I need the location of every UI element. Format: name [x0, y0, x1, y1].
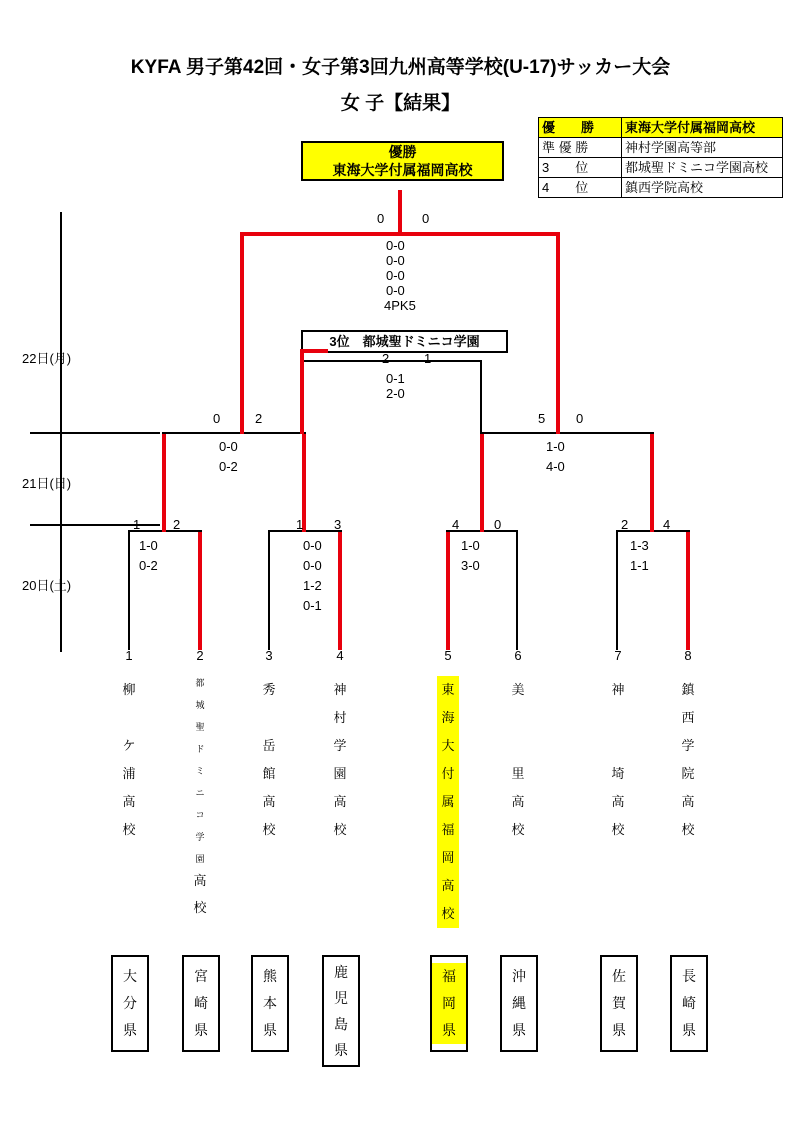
qf3-score-right: 0: [494, 517, 502, 532]
prefecture-char: 県: [263, 1022, 277, 1038]
final-score-right: 0: [422, 211, 430, 226]
sf1-score-left: 0: [213, 411, 221, 426]
team-char: 神: [611, 682, 625, 697]
page-title-line1: KYFA 男子第42回・女子第3回九州高等学校(U-17)サッカー大会: [130, 57, 671, 78]
prefecture-char: 熊: [263, 968, 277, 984]
results-table: [538, 117, 783, 198]
table-row: [539, 158, 783, 178]
qf2-score-left: 1: [296, 517, 304, 532]
team-char: 園: [333, 766, 347, 781]
date-label-22: 22日(月): [22, 351, 72, 366]
qf1-score-right: 2: [173, 517, 181, 532]
team-char: 館: [262, 766, 276, 781]
prefecture-char: 県: [612, 1022, 626, 1038]
date-label-20: 20日(土): [22, 578, 72, 593]
sf2-detail-2: 4-0: [546, 459, 565, 474]
team-char: 校: [193, 900, 207, 915]
prefecture-char: 島: [334, 1016, 348, 1032]
team-char: [607, 732, 629, 760]
team-char: 東: [437, 676, 459, 704]
qf4-score-left: 2: [621, 517, 629, 532]
team-char: [118, 704, 140, 732]
bracket-stem-1: [128, 530, 130, 650]
team-char: 園: [195, 854, 205, 864]
team-char: ケ: [122, 738, 136, 753]
prefecture-box-3: [251, 955, 289, 1052]
prefecture-char: 沖: [512, 968, 526, 984]
team-char: 校: [122, 822, 136, 837]
qf4-detail-1: 1-3: [630, 538, 649, 553]
team-char: 高: [193, 873, 207, 888]
third-detail-2: 2-0: [386, 386, 405, 401]
result-rank: 優 勝: [539, 118, 622, 138]
team-char: 高: [611, 794, 625, 809]
qf1-detail-2: 0-2: [139, 558, 158, 573]
qf4-score-right: 4: [663, 517, 671, 532]
date-divider-21-20: [30, 524, 160, 526]
team-char: 福: [437, 816, 459, 844]
team-char: 岳: [262, 738, 276, 753]
sf1-score-right: 2: [255, 411, 263, 426]
sf1-detail-2: 0-2: [219, 459, 238, 474]
team-char: ド: [195, 744, 205, 754]
bracket-riser-qf3-winner: [480, 432, 484, 532]
prefecture-char: 県: [432, 1017, 466, 1044]
third-place-winner-top: [300, 349, 328, 353]
final-detail-4: 0-0: [386, 283, 405, 298]
prefecture-char: 県: [123, 1022, 137, 1038]
team-name-7: [607, 676, 629, 844]
qf2-detail-1: 0-0: [303, 538, 322, 553]
prefecture-box-1: [111, 955, 149, 1052]
team-name-4: [329, 676, 351, 844]
team-char: 学: [195, 832, 205, 842]
team-char: 西: [681, 710, 695, 725]
prefecture-box-7: [600, 955, 638, 1052]
prefecture-box-6: [500, 955, 538, 1052]
third-place-right-stem: [480, 360, 482, 432]
team-char: 浦: [122, 766, 136, 781]
prefecture-char: 宮: [194, 968, 208, 984]
qf1-detail-1: 1-0: [139, 538, 158, 553]
team-char: 院: [681, 766, 695, 781]
third-score-left: 2: [382, 351, 390, 366]
seed-number-2: 2: [196, 648, 204, 663]
team-char: 岡: [437, 844, 459, 872]
team-char: 属: [437, 788, 459, 816]
team-name-3: [258, 676, 280, 844]
team-char: 聖: [195, 722, 205, 732]
team-char: [507, 732, 529, 760]
seed-number-5: 5: [444, 648, 452, 663]
bracket-join-sf1: [162, 432, 306, 434]
bracket-stem-3: [268, 530, 270, 650]
prefecture-char: 大: [123, 968, 137, 984]
prefecture-char: 縄: [512, 995, 526, 1011]
team-char: 学: [681, 738, 695, 753]
result-team: 都城聖ドミニコ学園高校: [622, 158, 783, 178]
team-char: ミ: [195, 766, 205, 776]
qf3-detail-2: 3-0: [461, 558, 480, 573]
prefecture-char: 岡: [432, 990, 466, 1017]
bracket-stem-2-winner: [198, 530, 202, 650]
prefecture-char: 児: [334, 990, 348, 1006]
prefecture-char: 分: [123, 995, 137, 1011]
team-char: 校: [333, 822, 347, 837]
team-char: 校: [611, 822, 625, 837]
sf1-detail-1: 0-0: [219, 439, 238, 454]
result-team: 神村学園高等部: [622, 138, 783, 158]
qf3-detail-1: 1-0: [461, 538, 480, 553]
team-char: 秀: [262, 682, 276, 697]
qf3-score-left: 4: [452, 517, 460, 532]
final-detail-3: 0-0: [386, 268, 405, 283]
team-char: 村: [333, 710, 347, 725]
team-char: 柳: [122, 682, 136, 697]
champion-box: [301, 141, 504, 181]
sf2-detail-1: 1-0: [546, 439, 565, 454]
team-char: 高: [511, 794, 525, 809]
prefecture-box-8: [670, 955, 708, 1052]
bracket-riser-qf4-winner: [650, 432, 654, 532]
team-char: 付: [437, 760, 459, 788]
qf1-score-left: 1: [133, 517, 141, 532]
prefecture-char: 崎: [194, 995, 208, 1011]
bracket-riser-sf2-winner: [556, 232, 560, 434]
page-title-line2: 女 子【結果】: [340, 93, 461, 114]
prefecture-char: 県: [194, 1022, 208, 1038]
bracket-stem-4-winner: [338, 530, 342, 650]
bracket-stem-6: [516, 530, 518, 650]
team-name-8: [677, 676, 699, 844]
team-char: 鎮: [681, 682, 695, 697]
team-char: ニ: [195, 788, 205, 798]
bracket-stem-5-winner: [446, 530, 450, 650]
team-char: 埼: [611, 766, 625, 781]
result-rank: 3 位: [539, 158, 622, 178]
team-name-2: [189, 672, 211, 924]
prefecture-box-5: [430, 955, 468, 1052]
prefecture-box-4: [322, 955, 360, 1067]
seed-number-1: 1: [125, 648, 133, 663]
team-char: 都: [195, 678, 205, 688]
seed-number-7: 7: [614, 648, 622, 663]
final-detail-1: 0-0: [386, 238, 405, 253]
date-divider-22-21: [30, 432, 160, 434]
third-place-join: [302, 360, 482, 362]
team-char: 高: [122, 794, 136, 809]
prefecture-char: 県: [512, 1022, 526, 1038]
team-char: 高: [437, 872, 459, 900]
qf2-detail-4: 0-1: [303, 598, 322, 613]
qf4-detail-2: 1-1: [630, 558, 649, 573]
team-name-6: [507, 676, 529, 844]
result-team: 東海大学付属福岡高校: [622, 118, 783, 138]
prefecture-char: 県: [334, 1042, 348, 1058]
prefecture-char: 本: [263, 995, 277, 1011]
prefecture-char: 福: [432, 963, 466, 990]
team-char: 校: [681, 822, 695, 837]
qf2-detail-2: 0-0: [303, 558, 322, 573]
seed-number-4: 4: [336, 648, 344, 663]
prefecture-char: 賀: [612, 995, 626, 1011]
team-char: 海: [437, 704, 459, 732]
date-label-21: 21日(日): [22, 476, 72, 491]
prefecture-char: 長: [682, 968, 696, 984]
table-row: [539, 118, 783, 138]
bracket-join-sf2: [480, 432, 654, 434]
team-char: 高: [262, 794, 276, 809]
final-detail-2: 0-0: [386, 253, 405, 268]
team-char: 神: [333, 682, 347, 697]
champion-label: 優勝: [303, 143, 502, 161]
prefecture-char: 佐: [612, 968, 626, 984]
qf2-detail-3: 1-2: [303, 578, 322, 593]
team-char: 学: [333, 738, 347, 753]
third-score-right: 1: [424, 351, 432, 366]
team-char: 里: [511, 766, 525, 781]
final-detail-5: 4PK5: [384, 298, 416, 313]
team-char: 美: [511, 682, 525, 697]
team-char: [607, 704, 629, 732]
third-place-winner-path: [300, 349, 304, 434]
prefecture-box-2: [182, 955, 220, 1052]
team-char: コ: [195, 810, 205, 820]
result-rank: 4 位: [539, 178, 622, 198]
prefecture-char: 鹿: [334, 964, 348, 980]
team-name-1: [118, 676, 140, 844]
result-rank: 準 優 勝: [539, 138, 622, 158]
final-score-left: 0: [377, 211, 385, 226]
team-char: 高: [333, 794, 347, 809]
sf2-score-left: 5: [538, 411, 546, 426]
sf2-score-right: 0: [576, 411, 584, 426]
bracket-stem-8-winner: [686, 530, 690, 650]
team-char: [258, 704, 280, 732]
team-char: 高: [681, 794, 695, 809]
seed-number-6: 6: [514, 648, 522, 663]
bracket-stem-7: [616, 530, 618, 650]
third-detail-1: 0-1: [386, 371, 405, 386]
team-char: 校: [511, 822, 525, 837]
third-place-box: 3位 都城聖ドミニコ学園: [301, 330, 508, 353]
seed-number-3: 3: [265, 648, 273, 663]
seed-number-8: 8: [684, 648, 692, 663]
team-char: 校: [262, 822, 276, 837]
bracket-riser-qf1-winner: [162, 432, 166, 532]
qf2-score-right: 3: [334, 517, 342, 532]
bracket-riser-champion: [398, 190, 402, 236]
result-team: 鎮西学院高校: [622, 178, 783, 198]
table-row: [539, 138, 783, 158]
champion-team: 東海大学付属福岡高校: [303, 161, 502, 179]
prefecture-char: 崎: [682, 995, 696, 1011]
bracket-riser-sf1-winner: [240, 232, 244, 434]
table-row: [539, 178, 783, 198]
team-char: [507, 704, 529, 732]
team-name-5: [437, 676, 459, 928]
team-char: 城: [195, 700, 205, 710]
prefecture-char: 県: [682, 1022, 696, 1038]
team-char: 校: [437, 900, 459, 928]
team-char: 大: [437, 732, 459, 760]
